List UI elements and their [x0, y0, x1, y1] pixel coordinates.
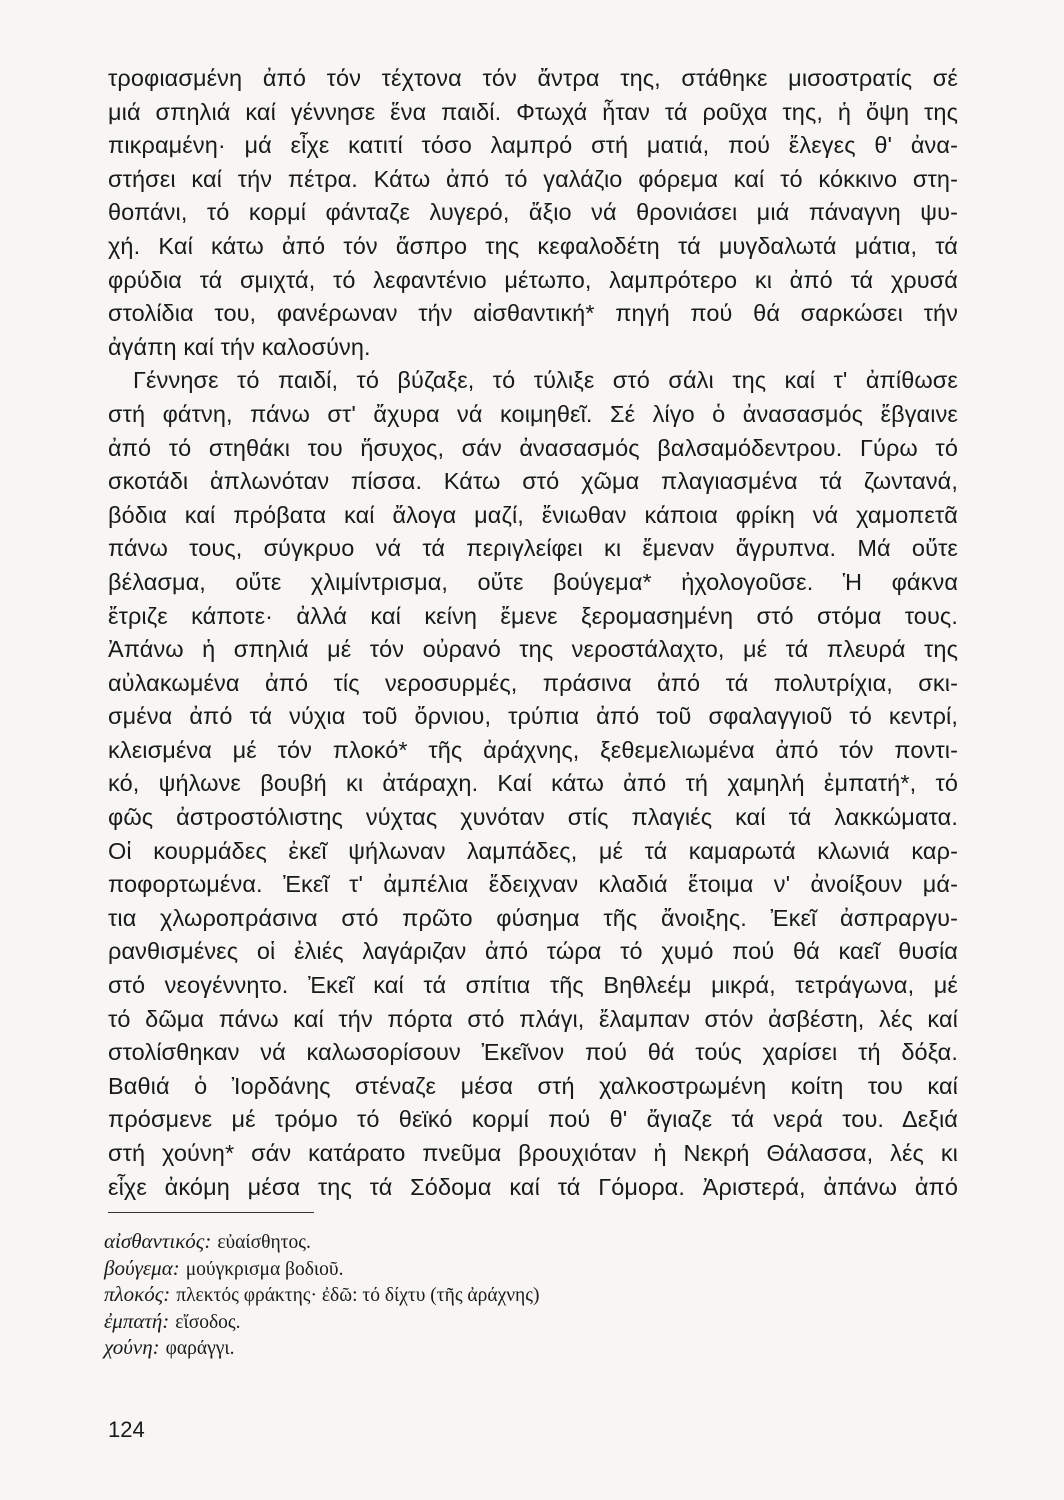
text-line: πικραμένη· μά εἶχε κατιτί τόσο λαμπρό στή ματιά, πού ἔλεγες θ' ἀνα-	[108, 132, 958, 159]
text-line: Βαθιά ὁ Ἰορδάνης στέναζε μέσα στή χαλκοστρωμένη κοίτη του καί	[108, 1072, 958, 1099]
text-line: πάνω τους, σύγκρυο νά τά περιγλείφει κι ἔμεναν ἄγρυπνα. Μά οὔτε	[108, 535, 958, 562]
text-line: φρύδια τά σμιχτά, τό λεφαντένιο μέτωπο, λαμπρότερο κι ἀπό τά χρυσά	[108, 266, 958, 293]
text-line: στολίσθηκαν νά καλωσορίσουν Ἐκεῖνον πού θά τούς χαρίσει τή δόξα.	[108, 1039, 958, 1066]
text-line: μιά σπηλιά καί γέννησε ἕνα παιδί. Φτωχά ἦταν τά ροῦχα της, ἡ ὄψη της	[108, 98, 958, 125]
text-line: στή χούνη* σάν κατάρατο πνεῦμα βρουχιόταν ἡ Νεκρή Θάλασσα, λές κι	[108, 1140, 958, 1166]
footnote-term: αἰσθαντικός:	[104, 1229, 212, 1253]
text-line: φῶς ἀστροστόλιστης νύχτας χυνόταν στίς πλαγιές καί τά λακκώματα.	[108, 804, 958, 831]
footnote-definition: εἴσοδος.	[175, 1311, 241, 1333]
footnote-definition: πλεκτός φράκτης· ἐδῶ: τό δίχτυ (τῆς ἀράχνης)	[176, 1285, 540, 1306]
text-line: τό δῶμα πάνω καί τήν πόρτα στό πλάγι, ἔλαμπαν στόν ἀσβέστη, λές καί	[108, 1005, 958, 1032]
text-line: σμένα ἀπό τά νύχια τοῦ ὄρνιου, τρύπια ἀπό τοῦ σφαλαγγιοῦ τό κεντρί,	[108, 703, 958, 730]
text-line: στή φάτνη, πάνω στ' ἄχυρα νά κοιμηθεῖ. Σέ λίγο ὁ ἀνασασμός ἔβγαινε	[108, 400, 958, 427]
text-line: ρανθισμένες οἱ ἐλιές λαγάριζαν ἀπό τώρα τό χυμό πού θά καεῖ θυσία	[108, 938, 958, 965]
footnote-definition: φαράγγι.	[165, 1338, 235, 1359]
footnote-term: βούγεμα:	[104, 1255, 180, 1280]
footnotes	[104, 1228, 904, 1361]
text-line: εἶχε ἀκόμη μέσα της τά Σόδομα καί τά Γόμορα. Ἀριστερά, ἀπάνω ἀπό	[108, 1173, 958, 1200]
footnote-divider	[108, 1212, 314, 1213]
text-line: αὐλακωμένα ἀπό τίς νεροσυρμές, πράσινα ἀπό τά πολυτρίχια, σκι-	[108, 669, 958, 696]
text-line: σκοτάδι ἁπλωνόταν πίσσα. Κάτω στό χῶμα πλαγιασμένα τά ζωντανά,	[108, 468, 958, 495]
footnote-definition: εὐαίσθητος.	[217, 1232, 311, 1253]
text-line: Οἱ κουρμάδες ἐκεῖ ψήλωναν λαμπάδες, μέ τά καμαρωτά κλωνιά καρ-	[108, 837, 958, 864]
footnote-item	[104, 1308, 904, 1335]
text-line: στολίδια του, φανέρωναν τήν αἰσθαντική* πηγή πού θά σαρκώσει τήν	[108, 300, 958, 327]
text-line: ἀπό τό στηθάκι του ἥσυχος, σάν ἀνασασμός βαλσαμόδεντρου. Γύρω τό	[108, 434, 958, 461]
text-line: τια χλωροπράσινα στό πρῶτο φύσημα τῆς ἄνοιξης. Ἐκεῖ ἀσπραργυ-	[108, 904, 958, 931]
text-line: τροφιασμένη ἀπό τόν τέχτονα τόν ἄντρα της, στάθηκε μισοστρατίς σέ	[108, 65, 958, 91]
text-line: Γέννησε τό παιδί, τό βύζαξε, τό τύλιξε στό σάλι της καί τ' ἀπίθωσε	[133, 367, 958, 394]
footnote-item	[104, 1281, 904, 1308]
text-line: πρόσμενε μέ τρόμο τό θεϊκό κορμί πού θ' ἄγιαζε τά νερά του. Δεξιά	[108, 1106, 958, 1133]
body-text	[108, 62, 958, 1204]
text-line: κό, ψήλωνε βουβή κι ἀτάραχη. Καί κάτω ἀπό τή χαμηλή ἐμπατή*, τό	[108, 770, 958, 797]
text-line: Ἀπάνω ἡ σπηλιά μέ τόν οὐρανό της νεροστάλαχτο, μέ τά πλευρά της	[108, 636, 958, 663]
footnote-definition: μούγκρισμα βοδιοῦ.	[185, 1258, 344, 1280]
text-line: βέλασμα, οὔτε χλιμίντρισμα, οὔτε βούγεμα* ἠχολογοῦσε. Ἡ φάκνα	[108, 568, 958, 595]
text-line: στήσει καί τήν πέτρα. Κάτω ἀπό τό γαλάζιο φόρεμα καί τό κόκκινο στη-	[108, 165, 958, 192]
text-line: ποφορτωμένα. Ἐκεῖ τ' ἀμπέλια ἔδειχναν κλαδιά ἕτοιμα ν' ἀνοίξουν μά-	[108, 871, 958, 898]
text-line: βόδια καί πρόβατα καί ἄλογα μαζί, ἔνιωθαν κάποια φρίκη νά χαμοπετᾶ	[108, 501, 958, 528]
text-line: κλεισμένα μέ τόν πλοκό* τῆς ἀράχνης, ξεθεμελιωμένα ἀπό τόν ποντι-	[108, 736, 958, 763]
footnote-item	[104, 1334, 904, 1361]
footnote-term: πλοκός:	[104, 1282, 171, 1306]
text-line: θοπάνι, τό κορμί φάνταζε λυγερό, ἄξιο νά θρονιάσει μιά πάναγνη ψυ-	[108, 199, 958, 226]
footnote-item	[104, 1228, 904, 1255]
footnote-term: ἐμπατή:	[104, 1308, 170, 1333]
text-line: ἔτριζε κάποτε· ἀλλά καί κείνη ἔμενε ξερομασημένη στό στόμα τους.	[108, 602, 958, 629]
text-line: ἀγάπη καί τήν καλοσύνη.	[108, 333, 371, 360]
footnote-item	[104, 1255, 904, 1282]
text-line: χή. Καί κάτω ἀπό τόν ἄσπρο της κεφαλοδέτη τά μυγδαλωτά μάτια, τά	[108, 232, 958, 259]
footnote-term: χούνη:	[104, 1335, 160, 1359]
page-number: 124	[108, 1417, 145, 1442]
text-line: στό νεογέννητο. Ἐκεῖ καί τά σπίτια τῆς Βηθλεέμ μικρά, τετράγωνα, μέ	[108, 972, 958, 999]
